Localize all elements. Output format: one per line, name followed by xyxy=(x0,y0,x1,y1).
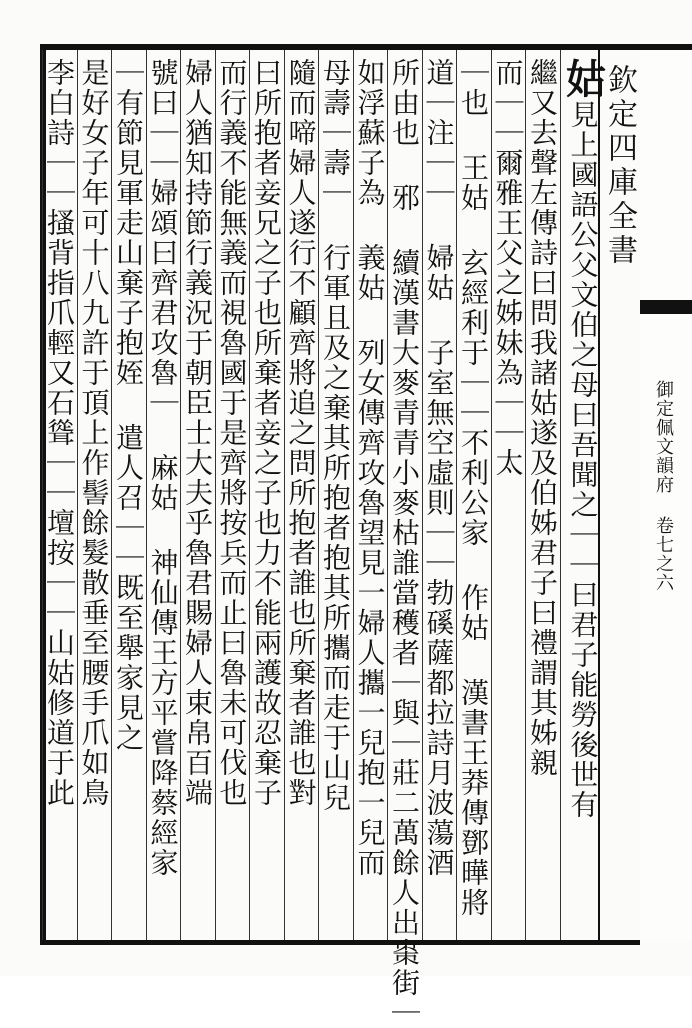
column-text: 號曰｜｜婦頌曰齊君攻魯｜ 麻姑 神仙傳王方平嘗降蔡經家 xyxy=(146,58,180,878)
column-text: 李白詩｜｜搔背指爪輕又石聳｜｜壇按｜｜山姑修道于此 xyxy=(43,58,76,808)
column-text: 隨而啼婦人遂行不顧齊將追之問所抱者誰也所棄者誰也對 xyxy=(284,58,318,808)
text-column xyxy=(43,58,76,934)
book-title: 欽定四庫全書 xyxy=(602,64,637,268)
page-frame-bottom xyxy=(40,940,640,945)
text-column xyxy=(284,58,318,934)
column-text: 見上國語公父文伯之母曰吾聞之｜｜曰君子能勞後世有 xyxy=(566,100,600,820)
text-column xyxy=(250,58,283,934)
text-column xyxy=(181,58,214,934)
column-text: 如浮蘇子為 義姑 列女傳齊攻魯望見一婦人攜一兒抱一兒而 xyxy=(353,58,387,878)
chapter-label: 御定佩文韻府 卷七之六 xyxy=(653,380,674,592)
column-rule xyxy=(560,50,561,940)
entry-headword: 姑 xyxy=(559,58,607,100)
column-text: 所由也 邪 續漢書大麥青青小麥枯誰當穫者｜與｜莊二萬餘人出棗街｜ xyxy=(388,58,421,1028)
column-text: ｜有節見軍走山棄子抱姪 遣人召｜｜既至舉家見之 xyxy=(112,58,145,753)
text-column xyxy=(112,58,145,934)
text-column xyxy=(559,58,607,934)
column-text: 繼又去聲左傳詩曰問我諸姑遂及伯姊君子曰禮謂其姊親 xyxy=(526,58,559,778)
text-column xyxy=(388,58,421,1028)
page-edge xyxy=(640,50,692,940)
text-column xyxy=(319,58,352,934)
text-column xyxy=(491,58,525,934)
text-column xyxy=(422,58,456,934)
title-column xyxy=(598,50,640,940)
column-text: 婦人猶知持節行義況于朝臣士大夫乎魯君賜婦人束帛百端 xyxy=(181,58,214,808)
column-text: 是好女子年可十八九許于頂上作髻餘髮散垂至腰手爪如鳥 xyxy=(77,58,111,808)
column-text: ｜也 王姑 玄經利于｜｜不利公家 作姑 漢書王莽傳鄧曄將 xyxy=(457,58,490,918)
page-frame-top xyxy=(40,44,692,50)
column-text: 而行義不能無義而視魯國于是齊將按兵而止曰魯未可伐也 xyxy=(215,58,249,808)
text-column xyxy=(526,58,559,934)
text-column xyxy=(353,58,387,934)
column-text: 道｜注｜｜ 婦姑 子室無空虛則｜｜勃磎薩都拉詩月波蕩酒 xyxy=(422,58,456,878)
text-column xyxy=(77,58,111,934)
text-column xyxy=(457,58,490,934)
fishtail-mark xyxy=(640,300,692,314)
column-text: 而｜｜爾雅王父之姊妹為｜｜太 xyxy=(491,58,525,478)
text-column xyxy=(215,58,249,934)
column-text: 母壽｜壽｜ 行軍且及之棄其所抱者抱其所攜而走于山兒 xyxy=(319,58,352,813)
column-text: 曰所抱者妾兄之子也所棄者妾之子也力不能兩護故忍棄子 xyxy=(250,58,283,808)
text-column xyxy=(146,58,180,934)
